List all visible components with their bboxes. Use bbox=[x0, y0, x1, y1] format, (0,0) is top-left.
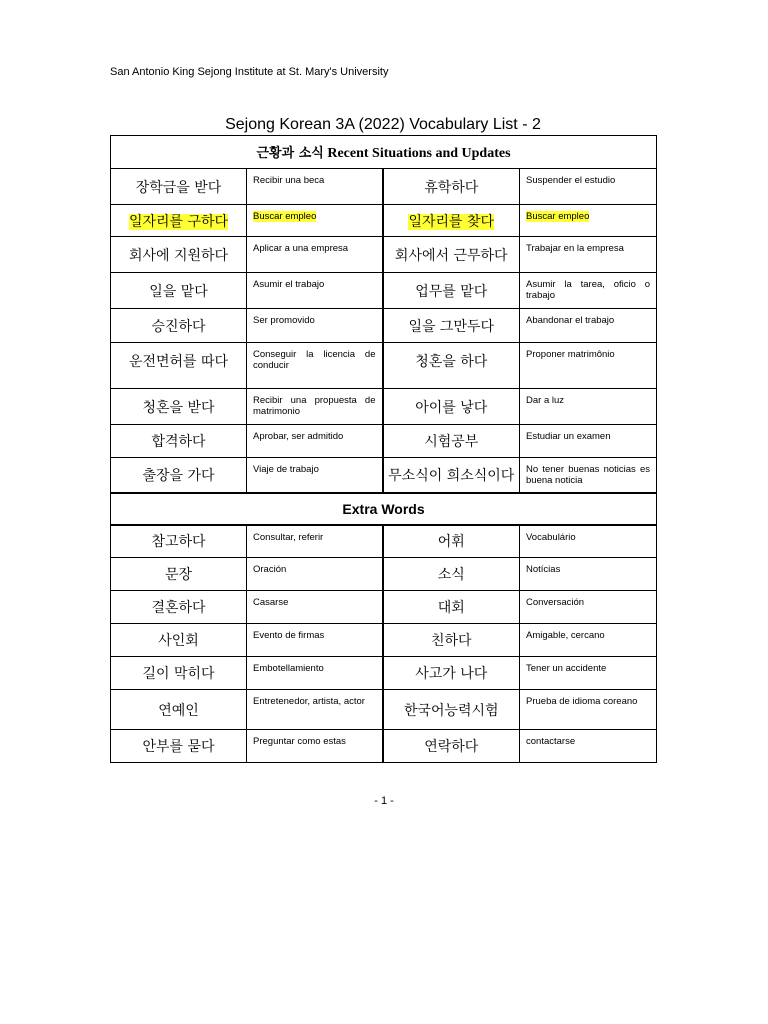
spanish-meaning: Amigable, cercano bbox=[520, 624, 657, 657]
spanish-meaning: Estudiar un examen bbox=[520, 425, 657, 458]
spanish-meaning: Aplicar a una empresa bbox=[247, 237, 383, 273]
table-row bbox=[111, 169, 657, 205]
table-row bbox=[111, 237, 657, 273]
spanish-meaning: Tener un accidente bbox=[520, 657, 657, 690]
korean-term: 사인회 bbox=[111, 624, 247, 657]
spanish-meaning: Oración bbox=[247, 558, 383, 591]
table-row bbox=[111, 624, 657, 657]
korean-term: 청혼을 받다 bbox=[111, 389, 247, 425]
korean-term: 출장을 가다 bbox=[111, 458, 247, 493]
korean-term: 승진하다 bbox=[111, 309, 247, 343]
korean-term: 아이를 낳다 bbox=[383, 389, 520, 425]
korean-term: 업무를 맡다 bbox=[383, 273, 520, 309]
korean-term: 무소식이 희소식이다 bbox=[383, 458, 520, 493]
table-row bbox=[111, 205, 657, 237]
spanish-meaning: Proponer matrimônio bbox=[520, 343, 657, 389]
spanish-meaning: Asumir la tarea, oficio o trabajo bbox=[520, 273, 657, 309]
spanish-meaning: Notícias bbox=[520, 558, 657, 591]
spanish-meaning: Entretenedor, artista, actor bbox=[247, 690, 383, 730]
page-title: Sejong Korean 3A (2022) Vocabulary List - 2 bbox=[225, 116, 541, 133]
korean-term: 결혼하다 bbox=[111, 591, 247, 624]
table-row bbox=[111, 273, 657, 309]
spanish-meaning: Prueba de idioma coreano bbox=[520, 690, 657, 730]
table-row bbox=[111, 558, 657, 591]
korean-term: 일을 맡다 bbox=[111, 273, 247, 309]
vocabulary-table bbox=[110, 135, 657, 763]
spanish-meaning: Casarse bbox=[247, 591, 383, 624]
korean-term: 운전면허를 따다 bbox=[111, 343, 247, 389]
korean-term-highlighted bbox=[111, 205, 247, 237]
highlight-mark: 일자리를 찾다 bbox=[408, 213, 495, 230]
spanish-meaning: Embotellamiento bbox=[247, 657, 383, 690]
korean-term-highlighted bbox=[383, 205, 520, 237]
korean-term: 장학금을 받다 bbox=[111, 169, 247, 205]
spanish-meaning: Dar a luz bbox=[520, 389, 657, 425]
spanish-meaning: Recibir una beca bbox=[247, 169, 383, 205]
korean-term: 연예인 bbox=[111, 690, 247, 730]
table-row bbox=[111, 730, 657, 763]
spanish-meaning: Conversación bbox=[520, 591, 657, 624]
spanish-meaning: contactarse bbox=[520, 730, 657, 763]
page-number: - 1 - bbox=[374, 795, 394, 807]
spanish-meaning: Preguntar como estas bbox=[247, 730, 383, 763]
table-row bbox=[111, 343, 657, 389]
section-title-ko: 근황과 소식 bbox=[256, 146, 324, 161]
spanish-meaning: Viaje de trabajo bbox=[247, 458, 383, 493]
spanish-meaning: Asumir el trabajo bbox=[247, 273, 383, 309]
korean-term: 문장 bbox=[111, 558, 247, 591]
spanish-meaning: Trabajar en la empresa bbox=[520, 237, 657, 273]
korean-term: 시험공부 bbox=[383, 425, 520, 458]
spanish-meaning-highlighted bbox=[247, 205, 383, 237]
korean-term: 일을 그만두다 bbox=[383, 309, 520, 343]
section-title-recent-situations bbox=[111, 136, 657, 169]
table-row bbox=[111, 690, 657, 730]
table-row bbox=[111, 525, 657, 558]
korean-term: 연락하다 bbox=[383, 730, 520, 763]
spanish-meaning: Suspender el estudio bbox=[520, 169, 657, 205]
korean-term: 길이 막히다 bbox=[111, 657, 247, 690]
table-row bbox=[111, 389, 657, 425]
table-row bbox=[111, 425, 657, 458]
korean-term: 한국어능력시험 bbox=[383, 690, 520, 730]
spanish-meaning: Abandonar el trabajo bbox=[520, 309, 657, 343]
spanish-meaning: Evento de firmas bbox=[247, 624, 383, 657]
spanish-meaning: Ser promovido bbox=[247, 309, 383, 343]
korean-term: 회사에서 근무하다 bbox=[383, 237, 520, 273]
korean-term: 휴학하다 bbox=[383, 169, 520, 205]
korean-term: 친하다 bbox=[383, 624, 520, 657]
section-header-row bbox=[111, 493, 657, 525]
spanish-meaning: Aprobar, ser admitido bbox=[247, 425, 383, 458]
table-row bbox=[111, 309, 657, 343]
table-row bbox=[111, 591, 657, 624]
korean-term: 안부를 묻다 bbox=[111, 730, 247, 763]
highlight-mark: Buscar empleo bbox=[526, 211, 590, 222]
korean-term: 참고하다 bbox=[111, 525, 247, 558]
korean-term: 청혼을 하다 bbox=[383, 343, 520, 389]
spanish-meaning: Vocabulário bbox=[520, 525, 657, 558]
korean-term: 사고가 나다 bbox=[383, 657, 520, 690]
spanish-meaning: Consultar, referir bbox=[247, 525, 383, 558]
highlight-mark: Buscar empleo bbox=[253, 211, 317, 222]
korean-term: 합격하다 bbox=[111, 425, 247, 458]
document-header: San Antonio King Sejong Institute at St. Mary's University bbox=[110, 66, 389, 78]
section-title-extra-words: Extra Words bbox=[111, 493, 657, 525]
spanish-meaning: No tener buenas noticias es buena noticia bbox=[520, 458, 657, 493]
section-title-en: Recent Situations and Updates bbox=[327, 146, 511, 161]
spanish-meaning: Conseguir la licencia de conducir bbox=[247, 343, 383, 389]
section-header-row bbox=[111, 136, 657, 169]
korean-term: 어휘 bbox=[383, 525, 520, 558]
spanish-meaning: Recibir una propuesta de matrimonio bbox=[247, 389, 383, 425]
highlight-mark: 일자리를 구하다 bbox=[128, 213, 229, 230]
spanish-meaning-highlighted bbox=[520, 205, 657, 237]
korean-term: 대회 bbox=[383, 591, 520, 624]
table-row bbox=[111, 657, 657, 690]
korean-term: 소식 bbox=[383, 558, 520, 591]
table-row bbox=[111, 458, 657, 493]
korean-term: 회사에 지원하다 bbox=[111, 237, 247, 273]
